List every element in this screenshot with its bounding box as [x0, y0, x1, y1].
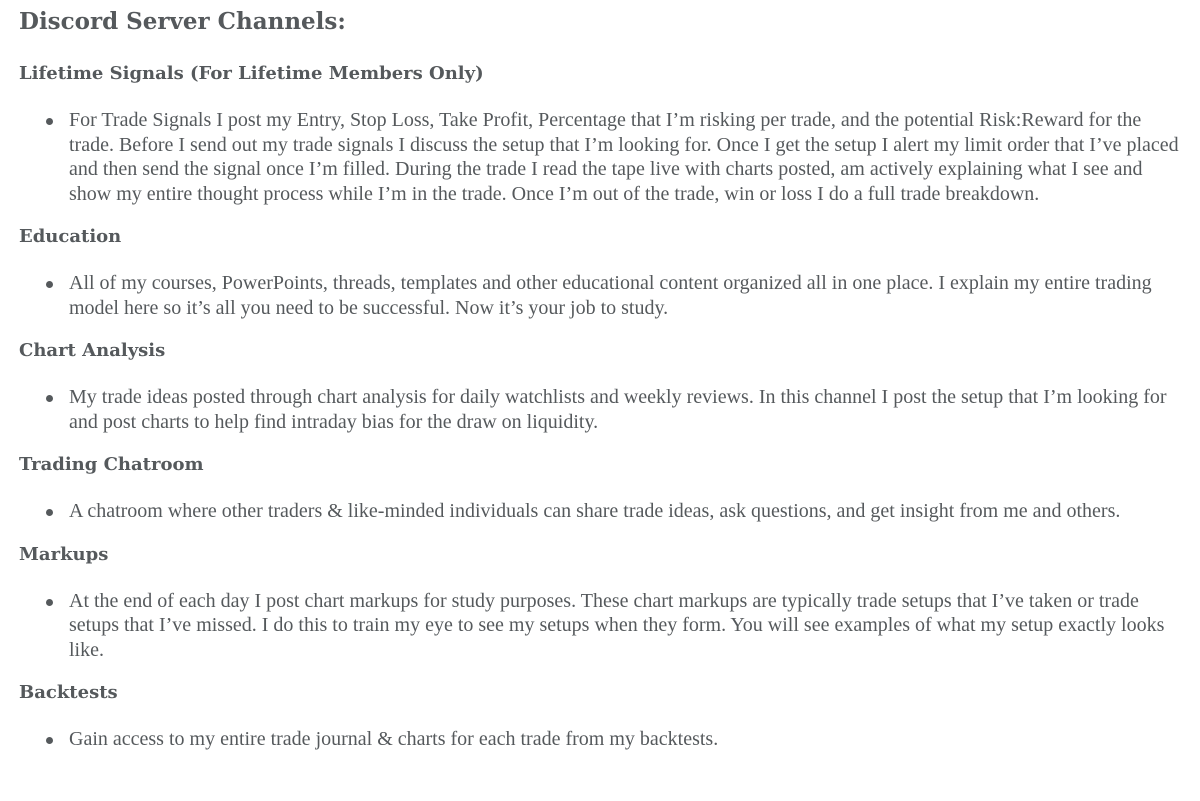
bullet-item [19, 727, 1186, 752]
section-title: Lifetime Signals (For Lifetime Members Only) [19, 63, 484, 84]
page-title: Discord Server Channels: [19, 8, 346, 35]
section-title: Markups [19, 543, 109, 565]
bullet-item [19, 499, 1186, 524]
bullet-text: A chatroom where other traders & like-minded individuals can share trade ideas, ask questions, and get insight from me and others. [69, 500, 1121, 522]
bullet-list [19, 271, 1186, 320]
section-trading-chatroom [19, 454, 1186, 524]
bullet-text: My trade ideas posted through chart analysis for daily watchlists and weekly reviews. In this channel I post the setup that I’m looking for and post charts to help find intraday bias for the draw on liquidity. [69, 386, 1167, 433]
bullet-dot-icon [46, 281, 53, 288]
bullet-text: For Trade Signals I post my Entry, Stop Loss, Take Profit, Percentage that I’m risking per trade, and the potential Risk:Reward for the trade. Before I send out my trade signals I discuss the setup that I’m looking for. Once I get the setup I alert my limit order that I’ve placed and then send the signal once I’m filled. During the trade I read the tape live with charts posted, am actively explaining what I see and show my entire thought process while I’m in the trade. Once I’m out of the trade, win or loss I do a full trade breakdown. [69, 109, 1179, 205]
section-backtests [19, 682, 1186, 752]
section-markups [19, 544, 1186, 663]
bullet-dot-icon [46, 395, 53, 402]
bullet-dot-icon [46, 599, 53, 606]
bullet-dot-icon [46, 737, 53, 744]
bullet-list [19, 589, 1186, 663]
section-title: Chart Analysis [19, 340, 166, 361]
section-lifetime-signals [19, 63, 1186, 206]
section-title: Education [19, 226, 122, 247]
bullet-item [19, 271, 1186, 320]
bullet-list [19, 499, 1186, 524]
bullet-list [19, 108, 1186, 206]
bullet-item [19, 589, 1186, 663]
section-education [19, 226, 1186, 320]
bullet-text: Gain access to my entire trade journal & charts for each trade from my backtests. [69, 728, 719, 750]
section-title: Backtests [19, 682, 118, 703]
bullet-item [19, 385, 1186, 434]
bullet-dot-icon [46, 509, 53, 516]
bullet-dot-icon [46, 118, 53, 125]
bullet-text: All of my courses, PowerPoints, threads, templates and other educational content organized all in one place. I explain my entire trading model here so it’s all you need to be successful. Now it’s your job to study. [69, 272, 1152, 319]
bullet-list [19, 727, 1186, 752]
bullet-item [19, 108, 1186, 206]
section-title: Trading Chatroom [19, 454, 204, 475]
bullet-text: At the end of each day I post chart markups for study purposes. These chart markups are typically trade setups that I’ve taken or trade setups that I’ve missed. I do this to train my eye to see my setups when they form. You will see examples of what my setup exactly looks like. [69, 589, 1165, 661]
bullet-list [19, 385, 1186, 434]
section-chart-analysis [19, 340, 1186, 434]
